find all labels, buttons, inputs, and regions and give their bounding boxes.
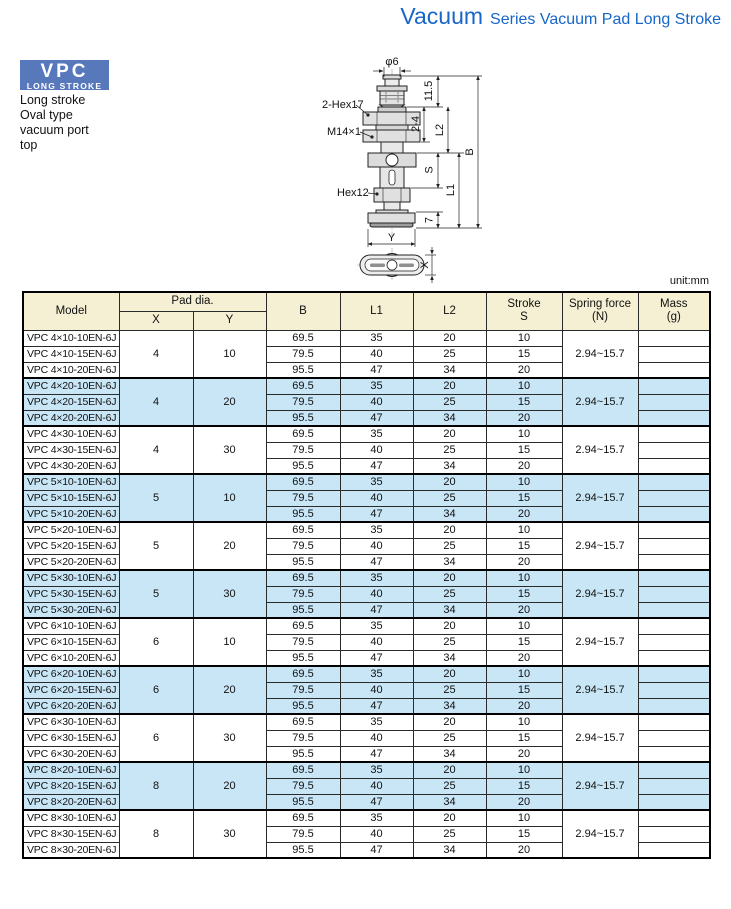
model-cell: VPC 6×30-15EN-6J — [23, 730, 119, 746]
mass-cell — [638, 522, 710, 538]
dim-b-cell: 79.5 — [266, 826, 340, 842]
dim-l2-cell: 20 — [413, 522, 486, 538]
dim-l1-cell: 40 — [340, 394, 413, 410]
model-cell: VPC 8×20-20EN-6J — [23, 794, 119, 810]
model-cell: VPC 4×30-15EN-6J — [23, 442, 119, 458]
dim-b-cell: 79.5 — [266, 778, 340, 794]
dim-l2-cell: 25 — [413, 346, 486, 362]
mass-cell — [638, 586, 710, 602]
dim-l1-cell: 40 — [340, 778, 413, 794]
spec-table-body — [23, 330, 710, 858]
dim-l1-cell: 40 — [340, 442, 413, 458]
dim-b-cell: 95.5 — [266, 746, 340, 762]
mass-cell — [638, 810, 710, 826]
dim-b-cell: 69.5 — [266, 522, 340, 538]
dim-l2-cell: 34 — [413, 794, 486, 810]
model-cell: VPC 5×10-20EN-6J — [23, 506, 119, 522]
mass-cell — [638, 426, 710, 442]
unit-label: unit:mm — [669, 275, 709, 287]
model-cell: VPC 8×20-10EN-6J — [23, 762, 119, 778]
dim-l1-cell: 35 — [340, 378, 413, 394]
dim-label-11-5: 11.5 — [423, 80, 435, 102]
dim-l1-cell: 47 — [340, 506, 413, 522]
dim-l2-cell: 34 — [413, 698, 486, 714]
dim-l1-cell: 35 — [340, 522, 413, 538]
vpc-series-badge-subtitle: LONG STROKE — [26, 81, 103, 91]
header-stroke — [486, 292, 562, 330]
header-pad-y: Y — [193, 311, 266, 330]
table-row — [23, 762, 710, 778]
model-cell: VPC 4×20-15EN-6J — [23, 394, 119, 410]
model-cell: VPC 4×20-10EN-6J — [23, 378, 119, 394]
vpc-series-badge-title: VPC — [40, 61, 89, 82]
table-row — [23, 714, 710, 730]
spring-force-cell: 2.94~15.7 — [562, 330, 638, 378]
dim-l1-cell: 40 — [340, 826, 413, 842]
model-cell: VPC 5×10-10EN-6J — [23, 474, 119, 490]
pad-bottom-view — [360, 254, 424, 277]
dim-label-l1: L1 — [445, 183, 457, 197]
dim-l1-cell: 35 — [340, 426, 413, 442]
stroke-cell: 20 — [486, 698, 562, 714]
dim-b-cell: 79.5 — [266, 490, 340, 506]
spring-force-cell: 2.94~15.7 — [562, 378, 638, 426]
header-stroke-line2: S — [520, 311, 528, 324]
dim-l2-cell: 20 — [413, 618, 486, 634]
stroke-cell: 20 — [486, 554, 562, 570]
stroke-cell: 15 — [486, 730, 562, 746]
header-model: Model — [23, 292, 119, 330]
header-spring-force — [562, 292, 638, 330]
pad-dia-y-cell: 10 — [193, 330, 266, 378]
stroke-cell: 10 — [486, 762, 562, 778]
description-line: vacuum port — [20, 123, 89, 137]
dim-l2-cell: 34 — [413, 362, 486, 378]
dim-l1-cell: 40 — [340, 538, 413, 554]
pad-dia-y-cell: 10 — [193, 618, 266, 666]
stroke-cell: 10 — [486, 426, 562, 442]
pad-dia-x-cell: 8 — [119, 762, 193, 810]
dim-b-cell: 79.5 — [266, 538, 340, 554]
dim-l1-cell: 35 — [340, 762, 413, 778]
mass-cell — [638, 842, 710, 858]
pad-side-view — [363, 75, 420, 227]
stroke-cell: 15 — [486, 346, 562, 362]
stroke-cell: 15 — [486, 442, 562, 458]
dim-l1-cell: 40 — [340, 490, 413, 506]
dim-l1-cell: 40 — [340, 346, 413, 362]
table-row — [23, 810, 710, 826]
model-cell: VPC 8×30-15EN-6J — [23, 826, 119, 842]
pad-dia-x-cell: 5 — [119, 522, 193, 570]
header-l2: L2 — [413, 292, 486, 330]
mass-cell — [638, 570, 710, 586]
stroke-cell: 10 — [486, 666, 562, 682]
mass-cell — [638, 634, 710, 650]
stroke-cell: 15 — [486, 682, 562, 698]
dim-l1-cell: 47 — [340, 362, 413, 378]
dim-l1-cell: 35 — [340, 810, 413, 826]
mass-cell — [638, 394, 710, 410]
stroke-cell: 20 — [486, 602, 562, 618]
dim-b-cell: 69.5 — [266, 762, 340, 778]
mass-cell — [638, 490, 710, 506]
dim-b-cell: 79.5 — [266, 442, 340, 458]
pad-dia-y-cell: 10 — [193, 474, 266, 522]
dim-l2-cell: 34 — [413, 842, 486, 858]
header-spring-line1: Spring force — [569, 298, 632, 311]
dim-b-cell: 95.5 — [266, 602, 340, 618]
stroke-cell: 15 — [486, 586, 562, 602]
spring-force-cell: 2.94~15.7 — [562, 810, 638, 858]
header-mass-line1: Mass — [660, 298, 688, 311]
spec-table — [22, 291, 711, 859]
dim-l1-cell: 47 — [340, 458, 413, 474]
dim-b-cell: 95.5 — [266, 794, 340, 810]
dim-b-cell: 95.5 — [266, 842, 340, 858]
model-cell: VPC 6×20-10EN-6J — [23, 666, 119, 682]
stroke-cell: 15 — [486, 826, 562, 842]
table-row — [23, 426, 710, 442]
dim-l2-cell: 25 — [413, 730, 486, 746]
product-description — [20, 93, 89, 153]
table-row — [23, 474, 710, 490]
pad-dia-y-cell: 20 — [193, 762, 266, 810]
dim-l2-cell: 20 — [413, 762, 486, 778]
spring-force-cell: 2.94~15.7 — [562, 714, 638, 762]
dim-l1-cell: 47 — [340, 698, 413, 714]
mass-cell — [638, 650, 710, 666]
stroke-cell: 15 — [486, 634, 562, 650]
dim-l2-cell: 34 — [413, 458, 486, 474]
dim-label-x: X — [419, 261, 431, 269]
dim-label-hex12: Hex12 — [337, 187, 369, 199]
model-cell: VPC 8×30-20EN-6J — [23, 842, 119, 858]
mass-cell — [638, 362, 710, 378]
dim-l1-cell: 35 — [340, 618, 413, 634]
dim-b-cell: 95.5 — [266, 362, 340, 378]
page-title — [400, 3, 721, 30]
spring-force-cell: 2.94~15.7 — [562, 762, 638, 810]
mass-cell — [638, 506, 710, 522]
header-b: B — [266, 292, 340, 330]
header-pad-x: X — [119, 311, 193, 330]
stroke-cell: 20 — [486, 458, 562, 474]
model-cell: VPC 5×10-15EN-6J — [23, 490, 119, 506]
mass-cell — [638, 330, 710, 346]
description-line: Oval type — [20, 108, 73, 122]
model-cell: VPC 6×30-20EN-6J — [23, 746, 119, 762]
dim-l2-cell: 25 — [413, 538, 486, 554]
stroke-cell: 20 — [486, 746, 562, 762]
dim-b-cell: 79.5 — [266, 586, 340, 602]
description-line: Long stroke — [20, 93, 86, 107]
mass-cell — [638, 554, 710, 570]
technical-drawing — [280, 48, 500, 283]
stroke-cell: 20 — [486, 362, 562, 378]
dim-l2-cell: 20 — [413, 570, 486, 586]
dim-label-hex17: 2-Hex17 — [322, 99, 364, 111]
dim-label-s: S — [423, 166, 436, 174]
header-pad-dia: Pad dia. — [119, 292, 266, 311]
mass-cell — [638, 378, 710, 394]
stroke-cell: 20 — [486, 506, 562, 522]
stroke-cell: 15 — [486, 490, 562, 506]
table-row — [23, 522, 710, 538]
dim-b-cell: 95.5 — [266, 650, 340, 666]
header-stroke-line1: Stroke — [507, 298, 541, 311]
stroke-cell: 15 — [486, 778, 562, 794]
dim-l1-cell: 47 — [340, 842, 413, 858]
dim-l1-cell: 35 — [340, 714, 413, 730]
pad-dia-x-cell: 8 — [119, 810, 193, 858]
dim-l1-cell: 47 — [340, 746, 413, 762]
header-spring-line2: (N) — [592, 311, 608, 324]
dim-label-l2: L2 — [434, 123, 446, 137]
dim-label-b: B — [464, 148, 476, 156]
stroke-cell: 20 — [486, 410, 562, 426]
mass-cell — [638, 698, 710, 714]
pad-dia-y-cell: 30 — [193, 426, 266, 474]
dim-l2-cell: 20 — [413, 378, 486, 394]
mass-cell — [638, 730, 710, 746]
dim-b-cell: 79.5 — [266, 730, 340, 746]
dim-l2-cell: 25 — [413, 826, 486, 842]
stroke-cell: 15 — [486, 394, 562, 410]
pad-dia-x-cell: 6 — [119, 618, 193, 666]
stroke-cell: 10 — [486, 474, 562, 490]
stroke-cell: 10 — [486, 570, 562, 586]
dim-l2-cell: 25 — [413, 442, 486, 458]
dim-l1-cell: 35 — [340, 570, 413, 586]
dim-l1-cell: 35 — [340, 330, 413, 346]
spring-force-cell: 2.94~15.7 — [562, 522, 638, 570]
stroke-cell: 10 — [486, 330, 562, 346]
dim-b-cell: 69.5 — [266, 570, 340, 586]
dim-b-cell: 79.5 — [266, 394, 340, 410]
mass-cell — [638, 826, 710, 842]
spec-table-header — [23, 292, 710, 330]
dim-l2-cell: 34 — [413, 602, 486, 618]
stroke-cell: 10 — [486, 810, 562, 826]
spring-force-cell: 2.94~15.7 — [562, 618, 638, 666]
mass-cell — [638, 410, 710, 426]
pad-dia-x-cell: 4 — [119, 378, 193, 426]
dim-l1-cell: 47 — [340, 410, 413, 426]
model-cell: VPC 4×30-10EN-6J — [23, 426, 119, 442]
mass-cell — [638, 474, 710, 490]
mass-cell — [638, 618, 710, 634]
dim-l2-cell: 20 — [413, 714, 486, 730]
dim-l2-cell: 20 — [413, 330, 486, 346]
dim-l2-cell: 20 — [413, 474, 486, 490]
model-cell: VPC 6×20-15EN-6J — [23, 682, 119, 698]
dim-l2-cell: 34 — [413, 506, 486, 522]
dim-b-cell: 95.5 — [266, 410, 340, 426]
pad-dia-x-cell: 4 — [119, 330, 193, 378]
dim-b-cell: 69.5 — [266, 474, 340, 490]
dim-l1-cell: 35 — [340, 474, 413, 490]
dim-l2-cell: 25 — [413, 682, 486, 698]
dim-l1-cell: 47 — [340, 602, 413, 618]
mass-cell — [638, 762, 710, 778]
dim-l2-cell: 25 — [413, 634, 486, 650]
dim-l2-cell: 25 — [413, 586, 486, 602]
dim-label-7: 7 — [423, 216, 436, 224]
table-row — [23, 330, 710, 346]
dim-b-cell: 95.5 — [266, 698, 340, 714]
page-title-rest: Series Vacuum Pad Long Stroke — [490, 11, 721, 28]
dim-l2-cell: 25 — [413, 490, 486, 506]
stroke-cell: 15 — [486, 538, 562, 554]
pad-dia-y-cell: 30 — [193, 714, 266, 762]
dim-l1-cell: 40 — [340, 634, 413, 650]
dim-b-cell: 69.5 — [266, 426, 340, 442]
dim-label-m14: M14×1 — [327, 126, 361, 138]
pad-dia-y-cell: 20 — [193, 666, 266, 714]
dim-l2-cell: 34 — [413, 410, 486, 426]
dim-l1-cell: 47 — [340, 554, 413, 570]
model-cell: VPC 6×20-20EN-6J — [23, 698, 119, 714]
model-cell: VPC 4×10-15EN-6J — [23, 346, 119, 362]
dim-l1-cell: 35 — [340, 666, 413, 682]
spring-force-cell: 2.94~15.7 — [562, 426, 638, 474]
stroke-cell: 10 — [486, 378, 562, 394]
vpc-series-badge — [20, 60, 109, 90]
stroke-cell: 20 — [486, 650, 562, 666]
dim-b-cell: 79.5 — [266, 634, 340, 650]
model-cell: VPC 5×30-10EN-6J — [23, 570, 119, 586]
dim-l2-cell: 34 — [413, 554, 486, 570]
model-cell: VPC 6×30-10EN-6J — [23, 714, 119, 730]
dim-b-cell: 95.5 — [266, 458, 340, 474]
pad-dia-y-cell: 30 — [193, 810, 266, 858]
dim-l2-cell: 20 — [413, 666, 486, 682]
dim-l2-cell: 25 — [413, 778, 486, 794]
dim-l1-cell: 40 — [340, 586, 413, 602]
dim-b-cell: 69.5 — [266, 666, 340, 682]
dim-b-cell: 79.5 — [266, 682, 340, 698]
stroke-cell: 20 — [486, 842, 562, 858]
mass-cell — [638, 746, 710, 762]
header-l1: L1 — [340, 292, 413, 330]
model-cell: VPC 4×10-20EN-6J — [23, 362, 119, 378]
dim-b-cell: 69.5 — [266, 810, 340, 826]
dim-label-y: Y — [387, 232, 396, 244]
page-title-brand: Vacuum — [400, 3, 484, 29]
model-cell: VPC 4×30-20EN-6J — [23, 458, 119, 474]
model-cell: VPC 4×20-20EN-6J — [23, 410, 119, 426]
stroke-cell: 10 — [486, 714, 562, 730]
dim-b-cell: 69.5 — [266, 618, 340, 634]
header-mass-line2: (g) — [666, 311, 681, 324]
dim-l1-cell: 47 — [340, 650, 413, 666]
model-cell: VPC 8×30-10EN-6J — [23, 810, 119, 826]
dim-b-cell: 95.5 — [266, 554, 340, 570]
dim-l2-cell: 34 — [413, 650, 486, 666]
model-cell: VPC 6×10-10EN-6J — [23, 618, 119, 634]
mass-cell — [638, 458, 710, 474]
mass-cell — [638, 682, 710, 698]
stroke-cell: 10 — [486, 618, 562, 634]
pad-dia-x-cell: 6 — [119, 666, 193, 714]
dim-l1-cell: 40 — [340, 682, 413, 698]
dim-b-cell: 69.5 — [266, 330, 340, 346]
dim-l2-cell: 34 — [413, 746, 486, 762]
stroke-cell: 20 — [486, 794, 562, 810]
model-cell: VPC 5×30-15EN-6J — [23, 586, 119, 602]
stroke-cell: 10 — [486, 522, 562, 538]
model-cell: VPC 5×20-15EN-6J — [23, 538, 119, 554]
pad-dia-y-cell: 20 — [193, 522, 266, 570]
pad-dia-y-cell: 20 — [193, 378, 266, 426]
pad-dia-x-cell: 5 — [119, 474, 193, 522]
table-row — [23, 378, 710, 394]
dim-label-2-4: 2-4 — [410, 116, 422, 132]
dim-b-cell: 95.5 — [266, 506, 340, 522]
mass-cell — [638, 778, 710, 794]
pad-dia-x-cell: 6 — [119, 714, 193, 762]
pad-dia-y-cell: 30 — [193, 570, 266, 618]
spring-force-cell: 2.94~15.7 — [562, 666, 638, 714]
dim-l2-cell: 25 — [413, 394, 486, 410]
dim-l1-cell: 40 — [340, 730, 413, 746]
mass-cell — [638, 538, 710, 554]
dim-b-cell: 69.5 — [266, 714, 340, 730]
dim-l2-cell: 20 — [413, 810, 486, 826]
mass-cell — [638, 714, 710, 730]
mass-cell — [638, 442, 710, 458]
model-cell: VPC 5×30-20EN-6J — [23, 602, 119, 618]
description-line: top — [20, 138, 38, 152]
table-row — [23, 570, 710, 586]
model-cell: VPC 4×10-10EN-6J — [23, 330, 119, 346]
model-cell: VPC 6×10-15EN-6J — [23, 634, 119, 650]
mass-cell — [638, 666, 710, 682]
model-cell: VPC 5×20-10EN-6J — [23, 522, 119, 538]
dim-b-cell: 79.5 — [266, 346, 340, 362]
pad-dia-x-cell: 4 — [119, 426, 193, 474]
dim-l2-cell: 20 — [413, 426, 486, 442]
mass-cell — [638, 346, 710, 362]
dim-l1-cell: 47 — [340, 794, 413, 810]
model-cell: VPC 6×10-20EN-6J — [23, 650, 119, 666]
table-row — [23, 618, 710, 634]
header-mass — [638, 292, 710, 330]
dim-label-diameter: φ6 — [385, 56, 399, 68]
mass-cell — [638, 794, 710, 810]
table-row — [23, 666, 710, 682]
spring-force-cell: 2.94~15.7 — [562, 570, 638, 618]
model-cell: VPC 8×20-15EN-6J — [23, 778, 119, 794]
dim-b-cell: 69.5 — [266, 378, 340, 394]
pad-dia-x-cell: 5 — [119, 570, 193, 618]
model-cell: VPC 5×20-20EN-6J — [23, 554, 119, 570]
spring-force-cell: 2.94~15.7 — [562, 474, 638, 522]
mass-cell — [638, 602, 710, 618]
